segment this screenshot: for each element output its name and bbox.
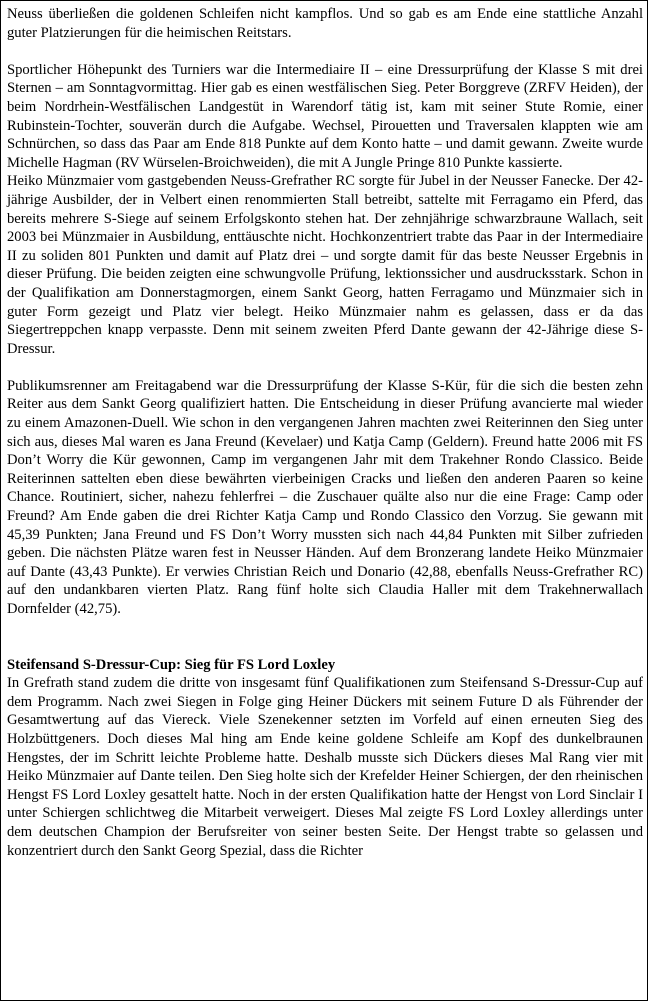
paragraph-kuer: Publikumsrenner am Freitagabend war die Dressurprüfung der Klasse S-Kür, für die sich die besten zehn Reiter aus dem Sankt Georg qualifiziert hatten. Die Entscheidung in dieser Prüfung avancierte mal wieder zu einem Amazonen-Duell. Wie schon in den vergangenen Jahren machten zwei Reiterinnen den Sieg unter sich aus, dieses Mal waren es Jana Freund (Kevelaer) und Katja Camp (Geldern). Freund hatte 2006 mit FS Don’t Worry die Kür gewonnen, Camp im vergangenen Jahr mit dem Trakehner Rondo Classico. Beide Reiterinnen sattelten eben diese bewährten vierbeinigen Cracks und ließen den anderen Paaren so keine Chance. Routiniert, sicher, nahezu fehlerfrei – die Zuschauer quälte also nur die eine Frage: Camp oder Freund? Am Ende gaben die drei Richter Katja Camp und Rondo Classico den Vorzug. Sie gewann mit 45,39 Punkten; Jana Freund und FS Don’t Worry mussten sich nach 44,84 Punkten mit Silber zufrieden geben. Die nächsten Plätze waren fest in Neusser Händen. Auf dem Bronzerang landete Heiko Münzmaier auf Dante (43,43 Punkte). Er verwies Christian Reich und Donario (42,88, ebenfalls Neuss-Grefrather RC) auf den undankbaren vierten Platz. Rang fünf holte sich Claudia Haller mit dem Trakehnerwallach Dornfelder (42,75). bbox=[7, 377, 643, 617]
section-heading: Steifensand S-Dressur-Cup: Sieg für FS Lord Loxley bbox=[7, 656, 336, 673]
paragraph-muenzmaier: Heiko Münzmaier vom gastgebenden Neuss-Grefrather RC sorgte für Jubel in der Neusser Fanecke. Der 42-jährige Ausbilder, der in Velbert einen renommierten Stall betreibt, sattelte mit Ferragamo ein Pferd, das bereits mehrere S-Siege auf seinem Erfolgskonto stehen hat. Der zehnjährige schwarzbraune Wallach, seit 2003 bei Münzmaier in Ausbildung, enttäuschte nicht. Hochkonzentriert trabte das Paar in der Intermediaire II zu soliden 801 Punkten und damit auf Platz drei – und sorgte damit für das beste Neusser Ergebnis in dieser Prüfung. Die beiden zeigten eine schwungvolle Prüfung, lektionssicher und ausdrucksstark. Schon in der Qualifikation am Donnerstagmorgen, einem Sankt Georg, hatten Ferragamo und Münzmaier sich in guter Form gezeigt und Platz vier belegt. Heiko Münzmaier nahm es gelassen, dass er da das Siegertreppchen knapp verpasste. Denn mit seinem zweiten Pferd Dante gewann der 42-Jährige diese S-Dressur. bbox=[7, 173, 643, 357]
paragraph-spacer bbox=[7, 358, 643, 377]
paragraph-intro: Neuss überließen die goldenen Schleifen nicht kampflos. Und so gab es am Ende eine stattliche Anzahl guter Platzierungen für die heimischen Reitstars. bbox=[7, 6, 643, 41]
paragraph-spacer bbox=[7, 42, 643, 61]
paragraph-cup: In Grefrath stand zudem die dritte von insgesamt fünf Qualifikationen zum Steifensand S-Dressur-Cup auf dem Programm. Nach zwei Siegen in Folge ging Heiner Dückers mit seinem Future D als Führender der Gesamtwertung auf das Viereck. Viele Szenekenner setzten im Vorfeld auf einen erneuten Sieg des Holzbüttgeners. Doch dieses Mal hing am Ende keine goldene Schleife am Kopf des dunkelbraunen Hengstes, der im Schritt leichte Probleme hatte. Deshalb musste sich Dückers dieses Mal Rang vier mit Heiko Münzmaier auf Dante teilen. Den Sieg holte sich der Krefelder Heiner Schiergen, der den rheinischen Hengst FS Lord Loxley gesattelt hatte. Noch in der ersten Qualifikation hatte der Hengst von Lord Sinclair I unter Schiergen schlichtweg die Mitarbeit verweigert. Dieses Mal zeigte FS Lord Loxley allerdings unter dem deutschen Champion der Berufsreiter von seiner besten Seite. Der Hengst trabte so gelassen und konzentriert durch den Sankt Georg Spezial, dass die Richter bbox=[7, 675, 643, 859]
section-spacer bbox=[7, 619, 643, 656]
article-body bbox=[7, 5, 643, 860]
paragraph-intermediaire: Sportlicher Höhepunkt des Turniers war die Intermediaire II – eine Dressurprüfung der Klasse S mit drei Sternen – am Sonntagvormittag. Hier gab es einen westfälischen Sieg. Peter Borggreve (ZRFV Heiden), der beim Nordrhein-Westfälischen Landgestüt in Warendorf tätig ist, kam mit seiner Stute Romie, einer Rubinstein-Tochter, souverän durch die Aufgabe. Wechsel, Pirouetten und Traversalen klappten wie am Schnürchen, so dass das Paar am Ende 818 Punkte auf dem Konto hatte – und damit gewann. Zweite wurde Michelle Hagman (RV Würselen-Broichweiden), die mit A Jungle Pringe 810 Punkte kassierte. bbox=[7, 61, 643, 171]
